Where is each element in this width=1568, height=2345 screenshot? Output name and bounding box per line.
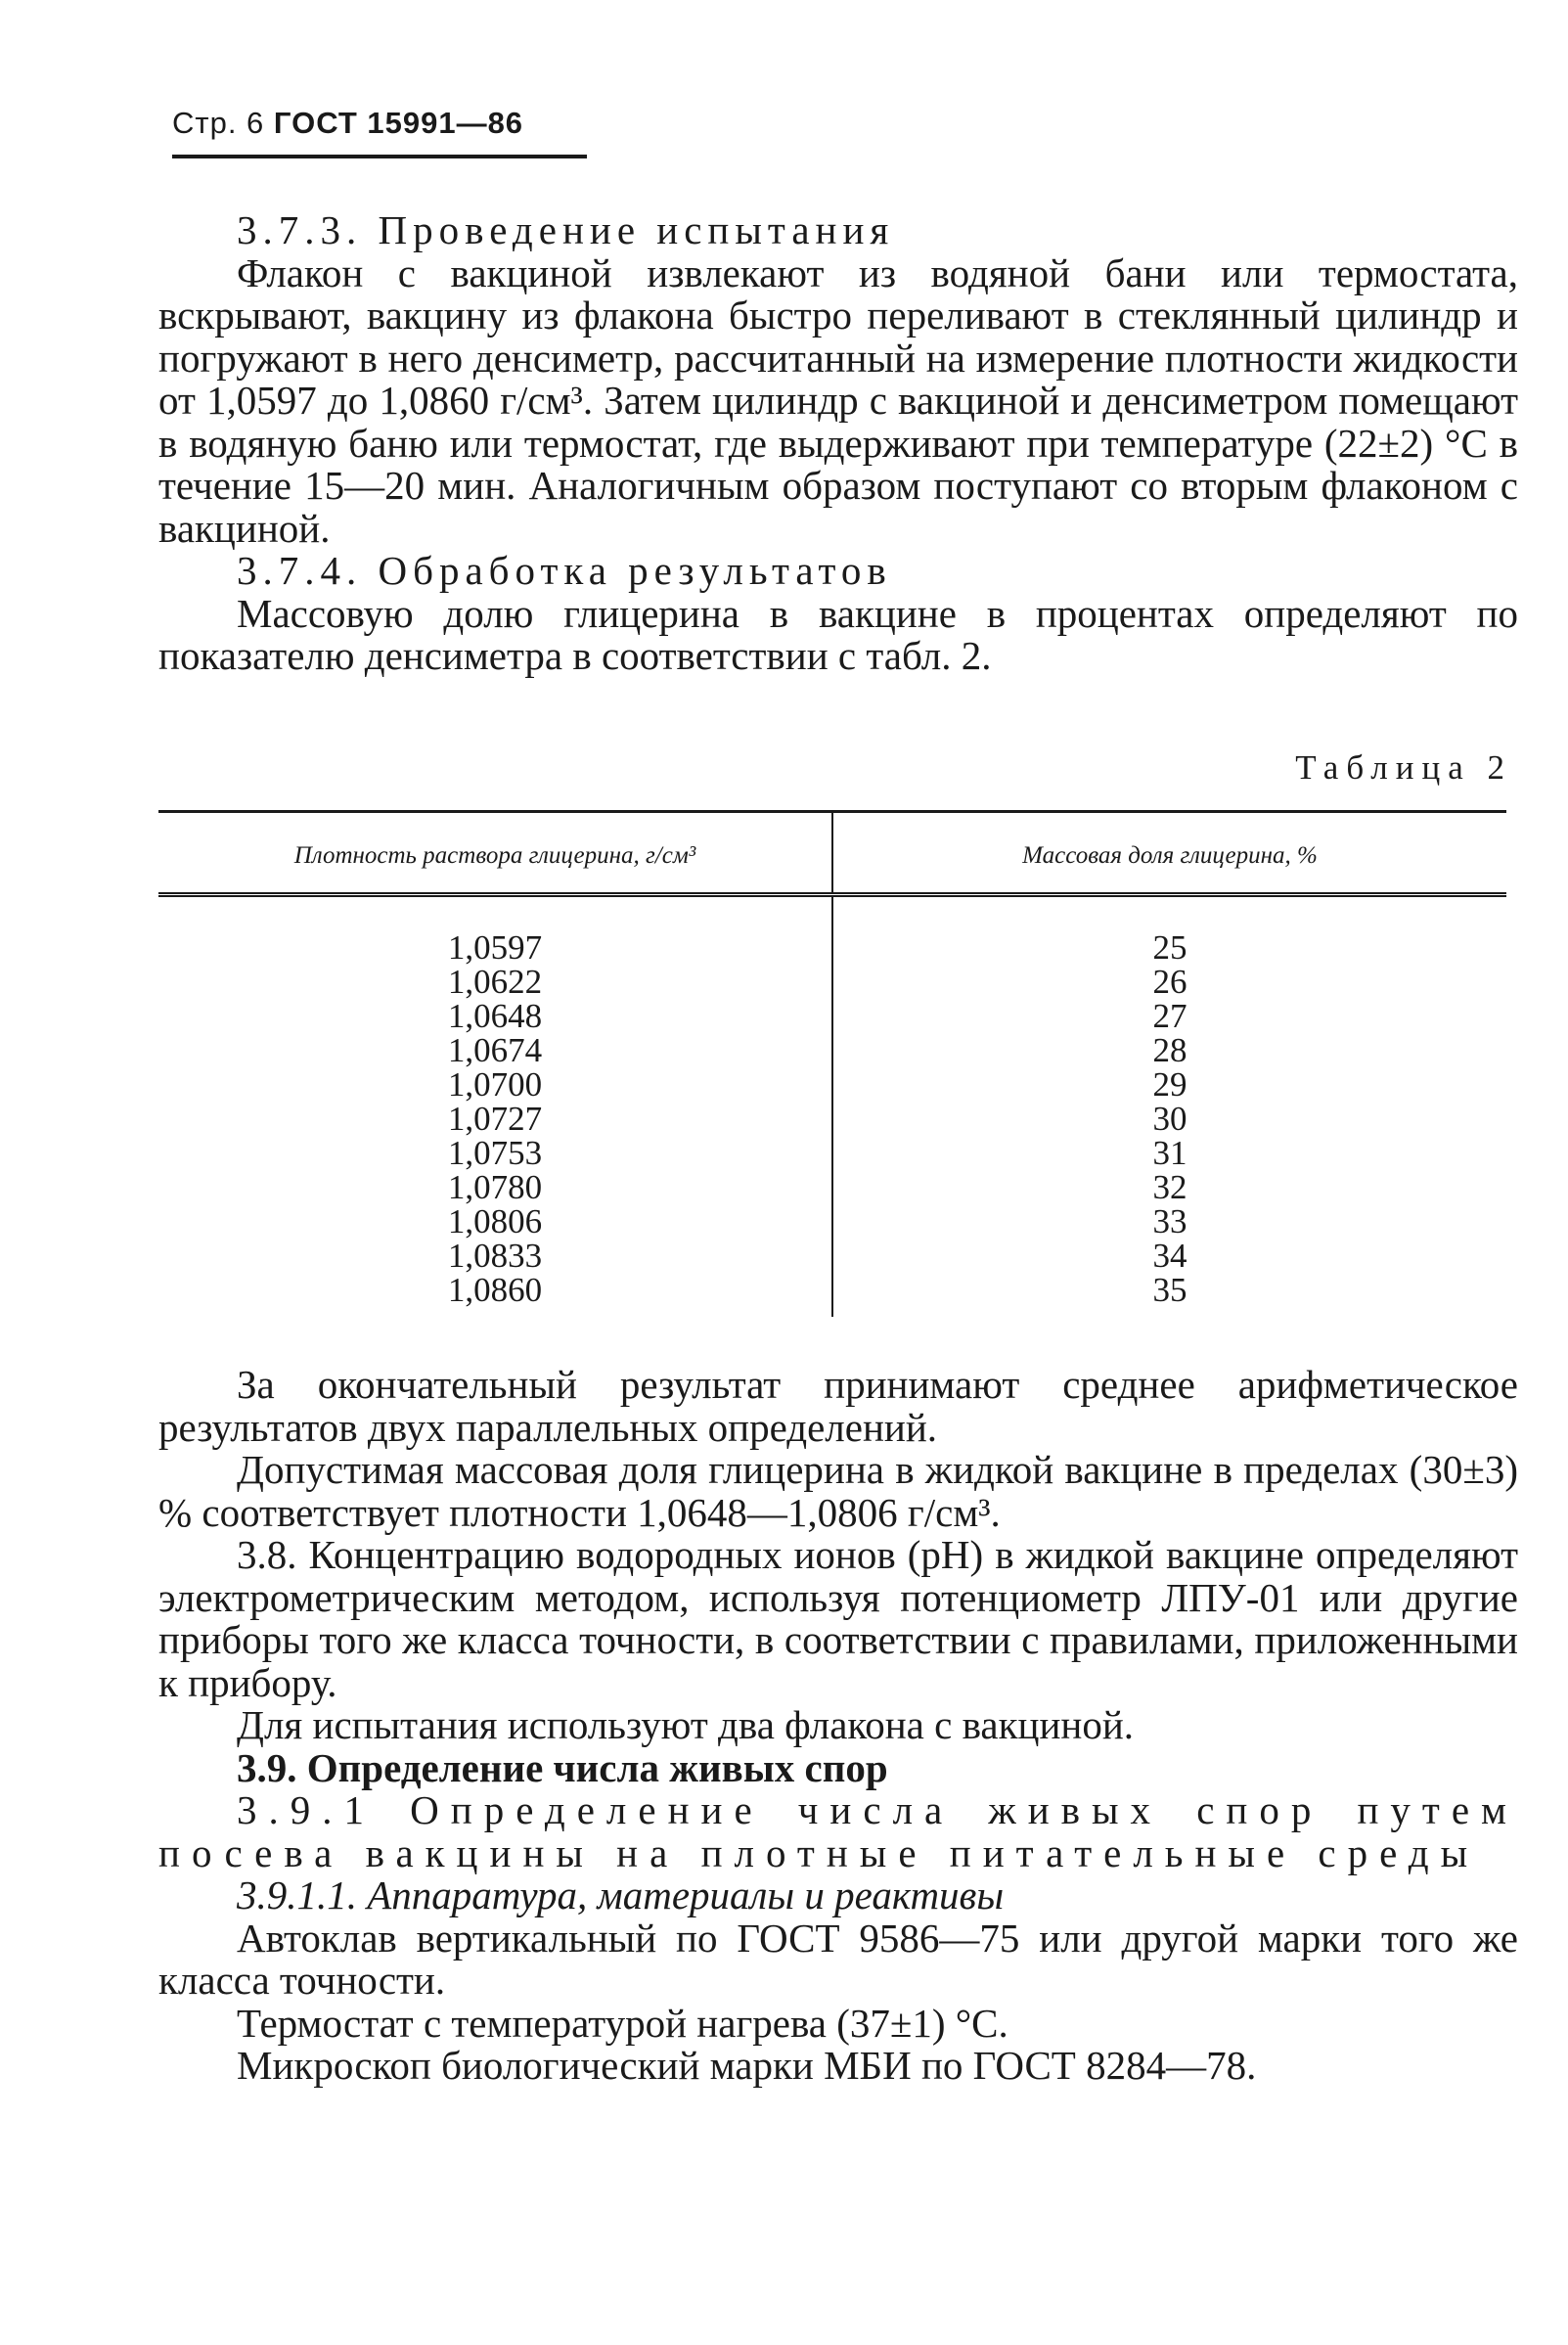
paragraph-final-result: За окончательный результат принимают среднее арифметическое результатов двух параллельных определений. (158, 1362, 1518, 1450)
table-caption: Таблица 2 (1295, 747, 1512, 787)
fraction-cell: 26 (1152, 963, 1187, 1001)
page-number: Стр. 6 (172, 106, 265, 140)
fraction-cell: 28 (1152, 1031, 1187, 1069)
paragraph-autoclave: Автоклав вертикальный по ГОСТ 9586—75 или другой марки того же класса точности. (158, 1915, 1518, 2003)
fraction-cell: 35 (1152, 1271, 1187, 1309)
document-body (158, 209, 1518, 2088)
table-row (158, 1136, 1506, 1170)
fraction-cell: 27 (1152, 997, 1187, 1035)
paragraph-3-8: 3.8. Концентрацию водородных ионов (рН) в жидкой вакцине определяют электрометрическим методом, используя потенциометр ЛПУ-01 или другие приборы того же класса точности, в соответствии с правилами, приложенными к прибору. (158, 1532, 1518, 1705)
fraction-cell: 25 (1152, 928, 1187, 967)
density-cell: 1,0806 (158, 1204, 832, 1239)
table-row (158, 1033, 1506, 1067)
density-cell: 1,0648 (158, 999, 832, 1033)
table-header-fraction: Массовая доля глицерина, % (832, 812, 1506, 895)
table-row (158, 1273, 1506, 1317)
section-text-3-7-3: Флакон с вакциной извлекают из водяной бани или термостата, вскрывают, вакцину из флакона быстро переливают в стеклянный цилиндр и погружают в него денсиметр, рассчитанный на измерение плотности жидкости от 1,0597 до 1,0860 г/см³. Затем цилиндр с вакциной и денсиметром помещают в водяную баню или термостат, где выдерживают при температуре (22±2) °С в течение 15—20 мин. Аналогичным образом поступают со вторым флаконом с вакциной. (158, 249, 1518, 551)
density-cell: 1,0700 (158, 1067, 832, 1102)
density-cell: 1,0860 (158, 1273, 832, 1317)
standard-number: ГОСТ 15991—86 (273, 106, 524, 140)
glycerin-density-table (158, 810, 1506, 1317)
table-header-density: Плотность раствора глицерина, г/см³ (158, 812, 832, 895)
paragraph-thermostat: Термостат с температурой нагрева (37±1) °С. (237, 2000, 1008, 2046)
paragraph-microscope: Микроскоп биологический марки МБИ по ГОСТ 8284—78. (237, 2043, 1257, 2088)
section-heading-3-7-3: 3.7.3. Проведение испытания (237, 207, 895, 252)
page-header (172, 106, 587, 158)
fraction-cell: 31 (1152, 1134, 1187, 1172)
section-text-3-7-4: Массовую долю глицерина в вакцине в процентах определяют по показателю денсиметра в соответствии с табл. 2. (158, 590, 1518, 678)
table-row (158, 1204, 1506, 1239)
density-cell: 1,0833 (158, 1239, 832, 1273)
section-heading-3-9-1-1-text: 3.9.1.1. Аппаратура, материалы и реактивы (237, 1872, 1005, 1917)
density-cell: 1,0780 (158, 1170, 832, 1204)
fraction-cell: 33 (1152, 1202, 1187, 1240)
section-heading-3-9: 3.9. Определение числа живых спор (237, 1744, 888, 1790)
section-heading-3-9-1-1 (158, 1874, 1518, 1917)
paragraph-permissible-fraction: Допустимая массовая доля глицерина в жидкой вакцине в пределах (30±3) % соответствует плотности 1,0648—1,0806 г/см³. (158, 1447, 1518, 1535)
section-heading-3-9-1: 3.9.1 Определение числа живых спор путем посева вакцины на плотные питательные среды (158, 1787, 1518, 1875)
fraction-cell: 30 (1152, 1100, 1187, 1138)
density-cell: 1,0597 (158, 895, 832, 966)
paragraph-two-vials: Для испытания используют два флакона с вакциной. (237, 1702, 1135, 1747)
table-row (158, 895, 1506, 966)
density-cell: 1,0727 (158, 1102, 832, 1136)
density-cell: 1,0674 (158, 1033, 832, 1067)
table-row (158, 1067, 1506, 1102)
density-cell: 1,0622 (158, 965, 832, 999)
fraction-cell: 34 (1152, 1237, 1187, 1275)
section-heading-3-7-4: 3.7.4. Обработка результатов (237, 548, 892, 593)
table-row (158, 1102, 1506, 1136)
fraction-cell: 29 (1152, 1065, 1187, 1104)
fraction-cell: 32 (1152, 1168, 1187, 1206)
table-row (158, 1170, 1506, 1204)
table-row (158, 965, 1506, 999)
density-cell: 1,0753 (158, 1136, 832, 1170)
table-row (158, 1239, 1506, 1273)
table-row (158, 999, 1506, 1033)
